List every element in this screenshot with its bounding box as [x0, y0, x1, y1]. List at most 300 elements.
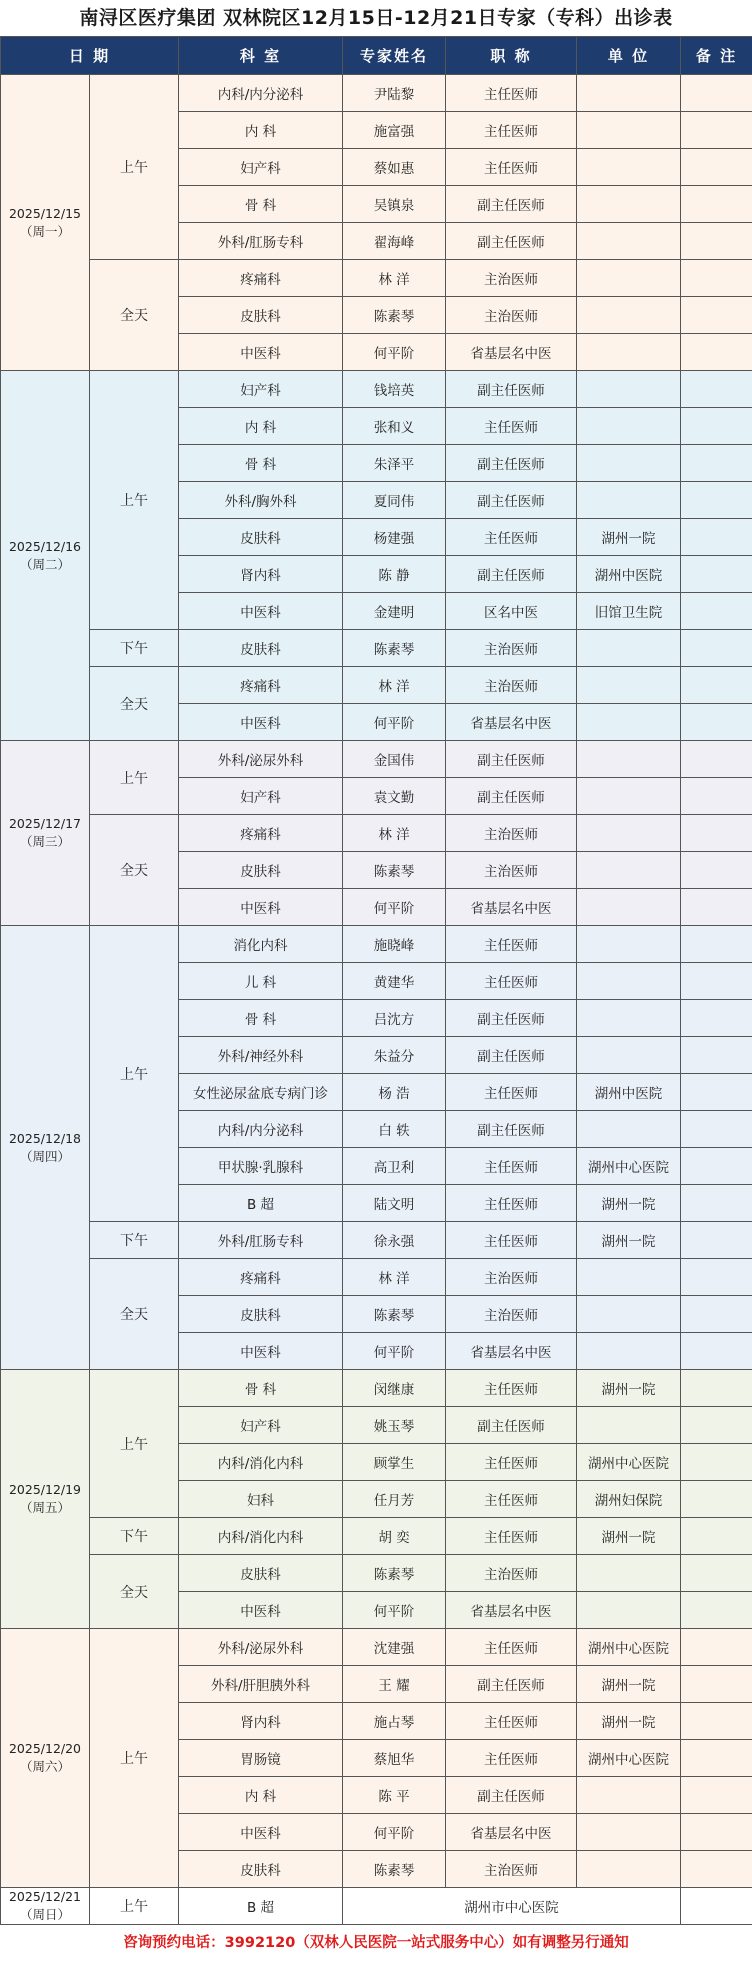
schedule-table [0, 36, 752, 1925]
dept-cell: 外科/泌尿外科 [179, 1629, 343, 1666]
dept-cell: 消化内科 [179, 926, 343, 963]
doctor-cell: 高卫利 [343, 1148, 446, 1185]
dept-cell: 中医科 [179, 1333, 343, 1370]
dept-cell: 妇产科 [179, 778, 343, 815]
rank-cell: 省基层名中医 [446, 704, 577, 741]
dept-cell: 中医科 [179, 1814, 343, 1851]
doctor-cell: 陈素琴 [343, 297, 446, 334]
remark-cell [681, 1185, 752, 1222]
rank-cell: 主任医师 [446, 408, 577, 445]
rank-cell: 主任医师 [446, 149, 577, 186]
period-cell: 上午 [90, 75, 179, 260]
doctor-cell: 黄建华 [343, 963, 446, 1000]
rank-cell: 主任医师 [446, 1629, 577, 1666]
table-row [1, 667, 752, 704]
rank-cell: 副主任医师 [446, 1000, 577, 1037]
remark-cell [681, 1296, 752, 1333]
doctor-cell: 何平阶 [343, 1592, 446, 1629]
rank-cell: 副主任医师 [446, 741, 577, 778]
remark-cell [681, 593, 752, 630]
remark-cell [681, 852, 752, 889]
header-row [1, 37, 752, 75]
doctor-cell: 林 洋 [343, 1259, 446, 1296]
dept-cell: 皮肤科 [179, 852, 343, 889]
dept-cell: 内科/消化内科 [179, 1518, 343, 1555]
remark-cell [681, 1000, 752, 1037]
doctor-cell: 蔡旭华 [343, 1740, 446, 1777]
dept-cell: 肾内科 [179, 556, 343, 593]
dept-cell: 外科/肝胆胰外科 [179, 1666, 343, 1703]
remark-cell [681, 1222, 752, 1259]
rank-cell: 区名中医 [446, 593, 577, 630]
table-row [1, 1518, 752, 1555]
unit-cell: 湖州妇保院 [577, 1481, 681, 1518]
doctor-cell: 何平阶 [343, 1333, 446, 1370]
remark-cell [681, 445, 752, 482]
dept-cell: 中医科 [179, 1592, 343, 1629]
dept-cell: 疼痛科 [179, 1259, 343, 1296]
doctor-cell: 陈素琴 [343, 630, 446, 667]
remark-cell [681, 1074, 752, 1111]
doctor-cell: 陈素琴 [343, 1851, 446, 1888]
rank-cell: 省基层名中医 [446, 1814, 577, 1851]
dept-cell: 外科/泌尿外科 [179, 741, 343, 778]
remark-cell [681, 1814, 752, 1851]
period-cell: 下午 [90, 630, 179, 667]
unit-cell: 湖州一院 [577, 1703, 681, 1740]
remark-cell [681, 482, 752, 519]
unit-cell [577, 334, 681, 371]
rank-cell: 主任医师 [446, 112, 577, 149]
period-cell: 全天 [90, 667, 179, 741]
unit-cell [577, 1037, 681, 1074]
unit-cell [577, 1814, 681, 1851]
doctor-cell: 徐永强 [343, 1222, 446, 1259]
unit-cell [577, 408, 681, 445]
rank-cell: 主治医师 [446, 852, 577, 889]
remark-cell [681, 1740, 752, 1777]
date-cell [1, 75, 90, 371]
merged-cell: 湖州市中心医院 [343, 1888, 681, 1925]
date-text: 2025/12/17 [8, 816, 82, 831]
weekday-text: （周三） [19, 834, 70, 849]
doctor-cell: 林 洋 [343, 260, 446, 297]
table-row [1, 741, 752, 778]
weekday-text: （周二） [19, 556, 70, 572]
table-row [1, 1629, 752, 1666]
remark-cell [681, 1518, 752, 1555]
doctor-cell: 陈素琴 [343, 1555, 446, 1592]
rank-cell: 省基层名中医 [446, 1333, 577, 1370]
doctor-cell: 蔡如惠 [343, 149, 446, 186]
dept-cell: 内科/内分泌科 [179, 75, 343, 112]
remark-cell [681, 963, 752, 1000]
rank-cell: 主任医师 [446, 75, 577, 112]
header-date: 日 期 [1, 37, 179, 75]
unit-cell: 湖州一院 [577, 1185, 681, 1222]
header-unit: 单 位 [577, 37, 681, 75]
doctor-cell: 王 耀 [343, 1666, 446, 1703]
rank-cell: 主任医师 [446, 1444, 577, 1481]
weekday-text: （周一） [19, 223, 70, 239]
period-cell: 上午 [90, 741, 179, 815]
unit-cell [577, 371, 681, 408]
dept-cell: 内 科 [179, 1777, 343, 1814]
date-text: 2025/12/20 [8, 1741, 82, 1756]
rank-cell: 副主任医师 [446, 1666, 577, 1703]
remark-cell [681, 778, 752, 815]
doctor-cell: 翟海峰 [343, 223, 446, 260]
table-row [1, 815, 752, 852]
date-text: 2025/12/16 [8, 538, 82, 554]
dept-cell: 儿 科 [179, 963, 343, 1000]
doctor-cell: 闵继康 [343, 1370, 446, 1407]
doctor-cell: 陆文明 [343, 1185, 446, 1222]
date-cell [1, 1370, 90, 1629]
doctor-cell: 朱泽平 [343, 445, 446, 482]
dept-cell: 外科/肛肠专科 [179, 1222, 343, 1259]
unit-cell [577, 186, 681, 223]
dept-cell: 皮肤科 [179, 630, 343, 667]
page-title: 南浔区医疗集团 双林院区12月15日-12月21日专家（专科）出诊表 [79, 7, 673, 29]
remark-cell [681, 926, 752, 963]
date-cell [1, 371, 90, 741]
rank-cell: 副主任医师 [446, 1407, 577, 1444]
period-cell: 上午 [90, 371, 179, 630]
period-cell: 全天 [90, 1259, 179, 1370]
remark-cell [681, 1592, 752, 1629]
doctor-cell: 何平阶 [343, 334, 446, 371]
rank-cell: 副主任医师 [446, 482, 577, 519]
dept-cell: 妇产科 [179, 1407, 343, 1444]
rank-cell: 主治医师 [446, 1259, 577, 1296]
unit-cell [577, 963, 681, 1000]
doctor-cell: 任月芳 [343, 1481, 446, 1518]
remark-cell [681, 334, 752, 371]
unit-cell [577, 926, 681, 963]
dept-cell: 肾内科 [179, 1703, 343, 1740]
remark-cell [681, 1777, 752, 1814]
dept-cell: 内科/消化内科 [179, 1444, 343, 1481]
remark-cell [681, 1481, 752, 1518]
rank-cell: 主任医师 [446, 1481, 577, 1518]
unit-cell [577, 667, 681, 704]
dept-cell: 内科/内分泌科 [179, 1111, 343, 1148]
rank-cell: 主治医师 [446, 815, 577, 852]
weekday-text: （周六） [19, 1759, 70, 1774]
dept-cell: 妇产科 [179, 149, 343, 186]
remark-cell [681, 260, 752, 297]
unit-cell [577, 112, 681, 149]
rank-cell: 省基层名中医 [446, 334, 577, 371]
unit-cell: 湖州一院 [577, 1222, 681, 1259]
rank-cell: 副主任医师 [446, 778, 577, 815]
dept-cell: 皮肤科 [179, 1296, 343, 1333]
doctor-cell: 陈素琴 [343, 1296, 446, 1333]
remark-cell [681, 667, 752, 704]
doctor-cell: 施富强 [343, 112, 446, 149]
table-row [1, 630, 752, 667]
doctor-cell: 陈 平 [343, 1777, 446, 1814]
doctor-cell: 陈 静 [343, 556, 446, 593]
doctor-cell: 何平阶 [343, 1814, 446, 1851]
remark-cell [681, 149, 752, 186]
date-text: 2025/12/18 [8, 1130, 82, 1146]
unit-cell [577, 75, 681, 112]
doctor-cell: 杨建强 [343, 519, 446, 556]
dept-cell: 疼痛科 [179, 667, 343, 704]
period-cell: 全天 [90, 260, 179, 371]
dept-cell: 胃肠镜 [179, 1740, 343, 1777]
rank-cell: 副主任医师 [446, 556, 577, 593]
unit-cell [577, 815, 681, 852]
rank-cell: 副主任医师 [446, 371, 577, 408]
unit-cell: 湖州中心医院 [577, 1740, 681, 1777]
table-row [1, 371, 752, 408]
table-row [1, 260, 752, 297]
dept-cell: 甲状腺·乳腺科 [179, 1148, 343, 1185]
rank-cell: 省基层名中医 [446, 889, 577, 926]
weekday-text: （周五） [19, 1500, 70, 1515]
remark-cell [681, 741, 752, 778]
dept-cell: 皮肤科 [179, 297, 343, 334]
remark-cell [681, 1037, 752, 1074]
rank-cell: 副主任医师 [446, 445, 577, 482]
doctor-cell: 张和义 [343, 408, 446, 445]
remark-cell [681, 1666, 752, 1703]
remark-cell [681, 1148, 752, 1185]
unit-cell: 旧馆卫生院 [577, 593, 681, 630]
unit-cell [577, 297, 681, 334]
remark-cell [681, 556, 752, 593]
date-text: 2025/12/19 [8, 1482, 82, 1497]
remark-cell [681, 1333, 752, 1370]
dept-cell: 内 科 [179, 408, 343, 445]
unit-cell [577, 889, 681, 926]
dept-cell: 皮肤科 [179, 1851, 343, 1888]
dept-cell: 内 科 [179, 112, 343, 149]
rank-cell: 主治医师 [446, 667, 577, 704]
footer-notice: 咨询预约电话：3992120（双林人民医院一站式服务中心）如有调整另行通知 [123, 1935, 629, 1951]
dept-cell: 中医科 [179, 593, 343, 630]
dept-cell: 妇产科 [179, 371, 343, 408]
dept-cell: 疼痛科 [179, 815, 343, 852]
weekday-text: （周日） [19, 1907, 70, 1922]
dept-cell: 皮肤科 [179, 519, 343, 556]
unit-cell: 湖州一院 [577, 1518, 681, 1555]
rank-cell: 副主任医师 [446, 186, 577, 223]
doctor-cell: 姚玉琴 [343, 1407, 446, 1444]
remark-cell [681, 889, 752, 926]
rank-cell: 主任医师 [446, 1703, 577, 1740]
unit-cell [577, 260, 681, 297]
dept-cell: 外科/神经外科 [179, 1037, 343, 1074]
remark-cell [681, 1407, 752, 1444]
period-cell: 上午 [90, 1370, 179, 1518]
dept-cell: 中医科 [179, 889, 343, 926]
rank-cell: 主治医师 [446, 260, 577, 297]
remark-cell [681, 112, 752, 149]
doctor-cell: 林 洋 [343, 667, 446, 704]
doctor-cell: 林 洋 [343, 815, 446, 852]
rank-cell: 副主任医师 [446, 223, 577, 260]
dept-cell: 骨 科 [179, 1000, 343, 1037]
doctor-cell: 顾掌生 [343, 1444, 446, 1481]
table-row [1, 1555, 752, 1592]
doctor-cell: 陈素琴 [343, 852, 446, 889]
rank-cell: 主治医师 [446, 630, 577, 667]
doctor-cell: 何平阶 [343, 889, 446, 926]
rank-cell: 主任医师 [446, 1370, 577, 1407]
schedule-body [1, 75, 752, 1925]
remark-cell [681, 223, 752, 260]
table-row [1, 926, 752, 963]
rank-cell: 主任医师 [446, 1074, 577, 1111]
rank-cell: 主任医师 [446, 1518, 577, 1555]
unit-cell [577, 1000, 681, 1037]
table-row [1, 1370, 752, 1407]
dept-cell: 骨 科 [179, 445, 343, 482]
unit-cell: 湖州中医院 [577, 1074, 681, 1111]
remark-cell [681, 75, 752, 112]
weekday-text: （周四） [19, 1148, 70, 1164]
remark-cell [681, 1851, 752, 1888]
rank-cell: 主任医师 [446, 1740, 577, 1777]
remark-cell [681, 1555, 752, 1592]
remark-cell [681, 1888, 752, 1925]
doctor-cell: 金建明 [343, 593, 446, 630]
unit-cell [577, 223, 681, 260]
doctor-cell: 朱益分 [343, 1037, 446, 1074]
unit-cell [577, 1851, 681, 1888]
rank-cell: 主任医师 [446, 519, 577, 556]
doctor-cell: 施晓峰 [343, 926, 446, 963]
unit-cell [577, 630, 681, 667]
doctor-cell: 钱培英 [343, 371, 446, 408]
unit-cell [577, 852, 681, 889]
date-cell [1, 741, 90, 926]
doctor-cell: 袁文勤 [343, 778, 446, 815]
date-cell [1, 926, 90, 1370]
rank-cell: 副主任医师 [446, 1777, 577, 1814]
header-remark: 备 注 [681, 37, 752, 75]
remark-cell [681, 1703, 752, 1740]
remark-cell [681, 630, 752, 667]
table-row [1, 1259, 752, 1296]
rank-cell: 主任医师 [446, 1148, 577, 1185]
doctor-cell: 白 轶 [343, 1111, 446, 1148]
remark-cell [681, 1370, 752, 1407]
rank-cell: 主任医师 [446, 963, 577, 1000]
doctor-cell: 施占琴 [343, 1703, 446, 1740]
dept-cell: 外科/肛肠专科 [179, 223, 343, 260]
unit-cell [577, 1333, 681, 1370]
rank-cell: 主治医师 [446, 297, 577, 334]
date-text: 2025/12/15 [8, 205, 82, 221]
remark-cell [681, 815, 752, 852]
rank-cell: 主治医师 [446, 1296, 577, 1333]
rank-cell: 主任医师 [446, 1222, 577, 1259]
doctor-cell: 金国伟 [343, 741, 446, 778]
table-row [1, 75, 752, 112]
unit-cell [577, 1296, 681, 1333]
date-cell [1, 1888, 90, 1925]
period-cell: 上午 [90, 926, 179, 1222]
doctor-cell: 吴镇泉 [343, 186, 446, 223]
remark-cell [681, 1444, 752, 1481]
period-cell: 全天 [90, 815, 179, 926]
period-cell: 上午 [90, 1629, 179, 1888]
doctor-cell: 胡 奕 [343, 1518, 446, 1555]
remark-cell [681, 186, 752, 223]
doctor-cell: 吕沈方 [343, 1000, 446, 1037]
unit-cell [577, 1592, 681, 1629]
dept-cell: 女性泌尿盆底专病门诊 [179, 1074, 343, 1111]
unit-cell: 湖州中心医院 [577, 1629, 681, 1666]
rank-cell: 副主任医师 [446, 1111, 577, 1148]
unit-cell [577, 741, 681, 778]
dept-cell: 妇科 [179, 1481, 343, 1518]
remark-cell [681, 1111, 752, 1148]
unit-cell [577, 704, 681, 741]
doctor-cell: 夏同伟 [343, 482, 446, 519]
period-cell: 上午 [90, 1888, 179, 1925]
dept-cell: 骨 科 [179, 186, 343, 223]
unit-cell [577, 1259, 681, 1296]
header-rank: 职 称 [446, 37, 577, 75]
unit-cell: 湖州中心医院 [577, 1148, 681, 1185]
period-cell: 全天 [90, 1555, 179, 1629]
rank-cell: 主任医师 [446, 1185, 577, 1222]
remark-cell [681, 408, 752, 445]
doctor-cell: 尹陆黎 [343, 75, 446, 112]
unit-cell: 湖州一院 [577, 519, 681, 556]
header-doctor: 专家姓名 [343, 37, 446, 75]
dept-cell: 疼痛科 [179, 260, 343, 297]
period-cell: 下午 [90, 1518, 179, 1555]
table-row [1, 1222, 752, 1259]
date-cell [1, 1629, 90, 1888]
rank-cell: 主治医师 [446, 1851, 577, 1888]
unit-cell: 湖州一院 [577, 1666, 681, 1703]
dept-cell: B 超 [179, 1888, 343, 1925]
dept-cell: 中医科 [179, 334, 343, 371]
remark-cell [681, 519, 752, 556]
date-text: 2025/12/21 [8, 1889, 82, 1904]
unit-cell: 湖州中医院 [577, 556, 681, 593]
unit-cell [577, 778, 681, 815]
remark-cell [681, 297, 752, 334]
rank-cell: 省基层名中医 [446, 1592, 577, 1629]
header-dept: 科 室 [179, 37, 343, 75]
unit-cell [577, 445, 681, 482]
remark-cell [681, 1259, 752, 1296]
unit-cell: 湖州中心医院 [577, 1444, 681, 1481]
unit-cell: 湖州一院 [577, 1370, 681, 1407]
table-row [1, 1888, 752, 1925]
doctor-cell: 何平阶 [343, 704, 446, 741]
doctor-cell: 杨 浩 [343, 1074, 446, 1111]
dept-cell: 外科/胸外科 [179, 482, 343, 519]
dept-cell: 中医科 [179, 704, 343, 741]
unit-cell [577, 149, 681, 186]
unit-cell [577, 1555, 681, 1592]
remark-cell [681, 704, 752, 741]
rank-cell: 副主任医师 [446, 1037, 577, 1074]
doctor-cell: 沈建强 [343, 1629, 446, 1666]
rank-cell: 主治医师 [446, 1555, 577, 1592]
rank-cell: 主任医师 [446, 926, 577, 963]
